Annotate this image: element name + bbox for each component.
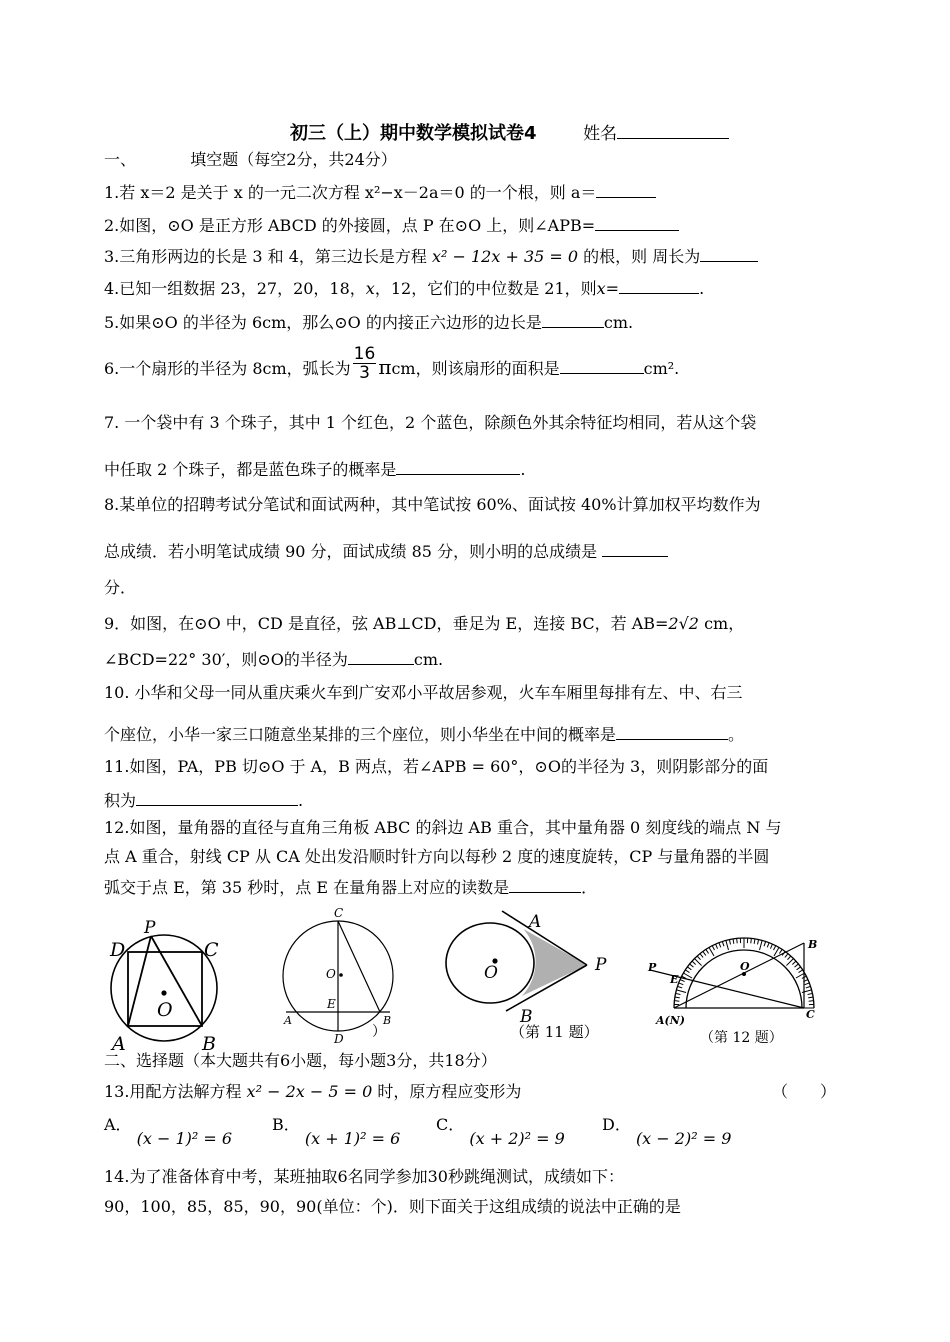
protractor-tick — [722, 941, 724, 946]
label-B: B — [808, 938, 818, 951]
option-A[interactable] — [104, 1112, 233, 1148]
question-8-line-1 — [104, 495, 761, 515]
answer-blank-9[interactable] — [348, 648, 414, 665]
label-P: P — [595, 955, 607, 975]
answer-blank-5[interactable] — [542, 311, 604, 328]
question-10-text-b: 个座位，小华一家三口随意坐某排的三个座位，则小华坐在中间的概率是 — [104, 725, 617, 744]
question-13-equation: x² − 2x − 5 = 0 — [246, 1082, 373, 1101]
protractor-tick — [795, 964, 799, 967]
protractor-tick — [737, 938, 738, 943]
question-10-line-1 — [104, 683, 743, 703]
protractor-tick — [764, 941, 766, 946]
question-12-text: 12.如图，量角器的直径与直角三角板 ABC 的斜边 AB 重合，其中量角器 0 刻度线的端点 N 与 — [104, 818, 782, 837]
protractor-tick — [692, 961, 696, 964]
answer-blank-2[interactable] — [595, 214, 679, 231]
question-9-unit: cm， — [704, 614, 745, 633]
option-C-expr: (x + 2)² = 9 — [469, 1129, 565, 1148]
label-O: O — [157, 999, 173, 1021]
option-D-expr: (x − 2)² = 9 — [635, 1129, 732, 1148]
question-13 — [104, 1082, 521, 1102]
question-8-line-3 — [104, 578, 136, 598]
question-10-end: 。 — [728, 725, 745, 744]
option-C-letter: C． — [436, 1115, 465, 1134]
question-2-text: 2.如图，⊙O 是正方形 ABCD 的外接圆，点 P 在⊙O 上，则∠APB= — [104, 216, 596, 235]
protractor-tick — [680, 980, 685, 982]
protractor-tick — [760, 940, 763, 950]
question-5-unit: cm. — [603, 313, 634, 332]
option-C[interactable] — [436, 1112, 565, 1148]
protractor-tick — [758, 940, 759, 945]
protractor-tick — [679, 983, 684, 985]
protractor-tick — [706, 949, 709, 953]
protractor-tick — [726, 940, 729, 950]
answer-blank-1[interactable] — [596, 181, 656, 198]
protractor-tick — [676, 993, 681, 994]
option-A-letter: A． — [104, 1115, 132, 1134]
protractor-tick — [805, 983, 810, 985]
protractor-tick — [797, 967, 801, 970]
protractor-tick — [733, 939, 734, 944]
option-A-expr: (x − 1)² = 6 — [136, 1129, 233, 1148]
question-12-text-b: 点 A 重合，射线 CP 从 CA 处出发沿顺时针方向以每秒 2 度的速度旋转，CP 与量角器的半圆 — [104, 847, 770, 866]
question-8-text-b: 总成绩．若小明笔试成绩 90 分，面试成绩 85 分，则小明的总成绩是 — [104, 542, 598, 561]
answer-blank-12[interactable] — [509, 876, 581, 893]
answer-blank-7[interactable] — [396, 458, 520, 475]
protractor-tick — [712, 946, 714, 950]
option-D[interactable] — [602, 1112, 732, 1148]
answer-blank-6[interactable] — [560, 357, 644, 374]
label-P: P — [144, 918, 156, 938]
exam-title: 初三（上）期中数学模拟试卷4 — [290, 123, 537, 144]
protractor-tick — [787, 956, 790, 960]
question-3 — [104, 245, 758, 267]
question-10-line-2 — [104, 723, 744, 745]
question-11-text-b: 积为 — [104, 791, 137, 810]
protractor-tick — [751, 938, 752, 943]
question-7-line-2 — [104, 458, 525, 480]
protractor-tick — [719, 943, 721, 948]
question-12-line-3 — [104, 876, 597, 898]
protractor-tick — [809, 1001, 814, 1002]
question-3-text-b: 的根，则 周长为 — [583, 247, 701, 266]
question-11-text: 11.如图，PA，PB 切⊙O 于 A，B 两点，若∠APB = 60°，⊙O的半径为 3，则阴影部分的面 — [104, 757, 769, 776]
answer-blank-11[interactable] — [136, 789, 298, 806]
question-8-line-2 — [104, 540, 668, 562]
answer-blank-4[interactable] — [619, 277, 699, 294]
label-D: D — [334, 1032, 344, 1044]
pi-symbol: π — [378, 355, 392, 379]
label-A-N: A(N) — [656, 1014, 685, 1027]
protractor-tick — [779, 949, 782, 953]
protractor-tick — [675, 997, 680, 998]
label-A: A — [112, 1033, 126, 1055]
label-D: D — [110, 939, 126, 961]
section-1-heading — [104, 150, 397, 170]
question-13-text-b: 时，原方程应变形为 — [377, 1082, 522, 1101]
question-14-text-b: 90，100，85，85，90，90(单位：个)．则下面关于这组成绩的说法中正确的是 — [104, 1197, 681, 1216]
question-6-unit: cm². — [643, 359, 680, 378]
fraction-numerator: 16 — [353, 344, 376, 364]
protractor-tick — [687, 967, 691, 970]
protractor-tick — [716, 944, 718, 949]
question-9-line-1 — [104, 614, 744, 634]
option-B[interactable] — [272, 1112, 401, 1148]
question-11-end: . — [298, 791, 304, 810]
protractor-tick — [770, 944, 772, 949]
figure-protractor — [640, 910, 830, 1030]
question-10-text: 10. 小华和父母一同从重庆乘火车到广安邓小平故居参观，火车车厢里每排有左、中、右三 — [104, 683, 743, 702]
question-7-text: 7. 一个袋中有 3 个珠子，其中 1 个红色，2 个蓝色，除颜色外其余特征均相同，若从这个袋 — [104, 413, 757, 432]
question-11-line-1 — [104, 757, 768, 777]
question-4-x2: x — [596, 279, 606, 298]
answer-blank-8[interactable] — [602, 540, 668, 557]
question-5-text: 5.如果⊙O 的半径为 6cm，那么⊙O 的内接正六边形的边长是 — [104, 313, 542, 332]
question-11-line-2 — [104, 789, 303, 811]
label-O: O — [740, 960, 750, 973]
protractor-tick — [785, 954, 788, 958]
question-4 — [104, 277, 704, 299]
question-6 — [104, 344, 680, 383]
question-3-equation: x² − 12x + 35 = 0 — [431, 247, 579, 266]
protractor-tick — [700, 954, 703, 958]
answer-blank-10[interactable] — [616, 723, 728, 740]
label-C: C — [806, 1008, 815, 1021]
label-O: O — [326, 967, 336, 981]
question-9-end: cm. — [413, 650, 444, 669]
protractor-tick — [774, 946, 776, 950]
name-blank[interactable] — [617, 122, 729, 139]
figure-square-in-circle — [104, 916, 234, 1056]
figure-2-caption: ） — [372, 1024, 386, 1040]
arc-length-fraction — [353, 345, 377, 382]
label-E: E — [327, 997, 336, 1011]
protractor-tick — [690, 964, 694, 967]
question-2 — [104, 214, 679, 236]
protractor-tick — [767, 943, 769, 948]
question-13-text: 13.用配方法解方程 — [104, 1082, 242, 1101]
label-E: E — [670, 973, 679, 986]
question-4-x: x — [365, 279, 375, 298]
question-5 — [104, 311, 633, 333]
question-6-text: 6.一个扇形的半径为 8cm，弧长为 — [104, 359, 351, 378]
figure-3-caption: （第 11 题） — [510, 1023, 599, 1041]
section-2-heading — [104, 1051, 497, 1071]
label-C: C — [334, 906, 344, 920]
protractor-tick — [806, 986, 811, 988]
protractor-tick — [808, 993, 813, 994]
question-14-text: 14.为了准备体育中考，某班抽取6名同学参加30秒跳绳测试，成绩如下： — [104, 1167, 624, 1186]
protractor-tick — [792, 961, 796, 964]
question-9-line-2 — [104, 648, 443, 670]
label-P: P — [648, 961, 657, 974]
label-B: B — [202, 1033, 216, 1055]
section-2-title: 二、选择题（本大题共有6小题，每小题3分，共18分） — [104, 1051, 497, 1070]
question-14-line-1 — [104, 1167, 624, 1187]
section-1-title: 填空题（每空2分，共24分） — [190, 150, 397, 169]
question-13-answer-paren[interactable]: （ ） — [772, 1082, 837, 1101]
question-7-text-b: 中任取 2 个珠子，都是蓝色珠子的概率是 — [104, 460, 397, 479]
question-12-line-1 — [104, 818, 781, 838]
label-B: B — [520, 1007, 533, 1026]
protractor-tick — [676, 990, 686, 993]
protractor-tick — [703, 951, 706, 955]
protractor-tick — [729, 940, 730, 945]
question-3-text: 3.三角形两边的长是 3 和 4，第三边长是方程 — [104, 247, 427, 266]
label-C: C — [204, 939, 219, 961]
section-1-number: 一、 — [104, 150, 137, 169]
question-4-text-b: ，12，它们的中位数是 21，则 — [374, 279, 597, 298]
question-1 — [104, 181, 656, 203]
question-9-text-b: ∠BCD=22° 30′，则⊙O的半径为 — [104, 650, 348, 669]
protractor-tick — [697, 956, 700, 960]
question-4-eq: = — [605, 279, 620, 298]
fraction-denominator: 3 — [359, 363, 370, 383]
protractor-tick — [674, 1001, 679, 1002]
figure-4-caption: （第 12 题） — [700, 1030, 783, 1046]
question-12-text-c: 弧交于点 E，第 35 秒时，点 E 在量角器上对应的读数是 — [104, 878, 510, 897]
label-A: A — [284, 1014, 292, 1027]
option-B-letter: B． — [272, 1115, 300, 1134]
question-14-line-2 — [104, 1197, 681, 1217]
question-7-line-1 — [104, 413, 756, 433]
question-7-end: . — [520, 460, 526, 479]
name-label: 姓名 — [583, 124, 618, 144]
question-9-value: 2√2 — [668, 614, 699, 633]
question-1-text: 1.若 x＝2 是关于 x 的一元二次方程 x²−x－2a＝0 的一个根，则 a＝ — [104, 183, 597, 202]
question-8-text: 8.某单位的招聘考试分笔试和面试两种，其中笔试按 60%、面试按 40%计算加权平均数作为 — [104, 495, 761, 514]
answer-blank-3[interactable] — [700, 245, 758, 262]
question-4-end: . — [699, 279, 705, 298]
question-9-text: 9．如图，在⊙O 中，CD 是直径，弦 AB⊥CD，垂足为 E，连接 BC，若 AB= — [104, 614, 669, 633]
label-O: O — [484, 963, 498, 983]
figure-tangent-circle — [440, 906, 620, 1026]
protractor-tick — [799, 970, 803, 973]
question-8-unit: 分． — [104, 578, 137, 597]
question-6-text-b: cm，则该扇形的面积是 — [391, 359, 560, 378]
option-D-letter: D． — [602, 1115, 631, 1134]
label-B: B — [383, 1014, 392, 1027]
question-12-line-2 — [104, 847, 769, 867]
protractor-tick — [685, 970, 689, 973]
protractor-tick — [754, 939, 755, 944]
label-A: A — [529, 912, 542, 932]
protractor-tick — [677, 986, 682, 988]
protractor-tick — [808, 997, 813, 998]
question-12-end: ． — [581, 878, 598, 897]
page-title — [290, 122, 729, 144]
question-4-text: 4.已知一组数据 23，27，20，18， — [104, 279, 366, 298]
option-B-expr: (x + 1)² = 6 — [304, 1129, 401, 1148]
